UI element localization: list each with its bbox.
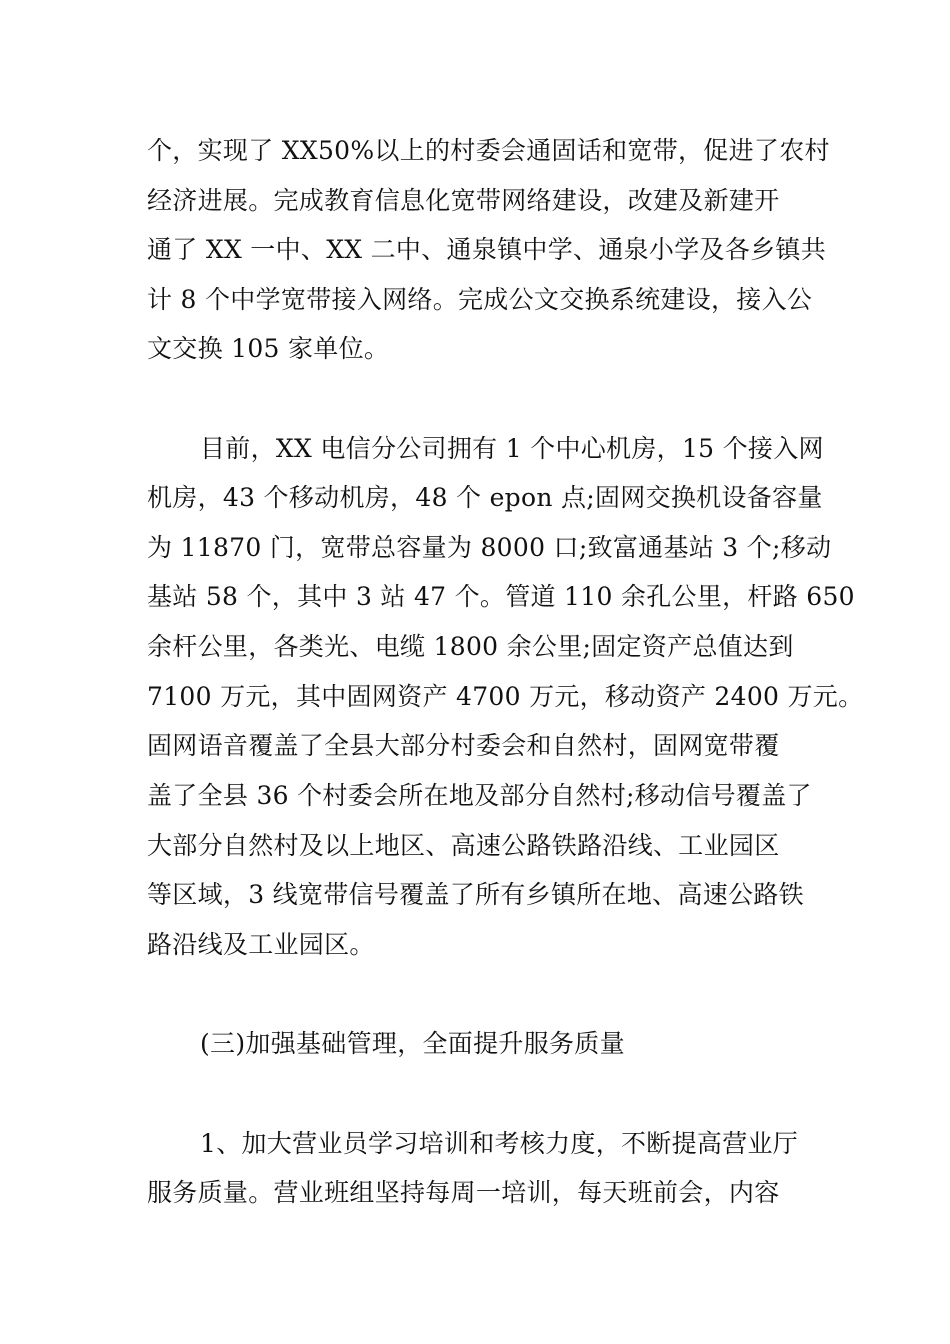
text-line: 路沿线及工业园区。	[147, 930, 375, 959]
text-line: 等区域，3 线宽带信号覆盖了所有乡镇所在地、高速公路铁	[147, 880, 804, 909]
text-line: 服务质量。营业班组坚持每周一培训，每天班前会，内容	[147, 1178, 780, 1207]
text-line: 为 11870 门，宽带总容量为 8000 口;致富通基站 3 个;移动	[147, 533, 832, 562]
text-line: 文交换 105 家单位。	[147, 334, 390, 363]
text-line: 7100 万元，其中固网资产 4700 万元，移动资产 2400 万元。	[147, 682, 864, 711]
text-line: 经济进展。完成教育信息化宽带网络建设，改建及新建开	[147, 186, 780, 215]
text-line: 通了 XX 一中、XX 二中、通泉镇中学、通泉小学及各乡镇共	[147, 235, 827, 264]
text-line: 余杆公里，各类光、电缆 1800 余公里;固定资产总值达到	[147, 632, 794, 661]
text-line: 个，实现了 XX50%以上的村委会通固话和宽带，促进了农村	[147, 136, 830, 165]
text-line: 大部分自然村及以上地区、高速公路铁路沿线、工业园区	[147, 831, 780, 860]
text-line: 基站 58 个，其中 3 站 47 个。管道 110 余孔公里，杆路 650	[147, 582, 855, 611]
text-line: 机房，43 个移动机房，48 个 epon 点;固网交换机设备容量	[147, 483, 823, 512]
text-line: 固网语音覆盖了全县大部分村委会和自然村，固网宽带覆	[147, 731, 780, 760]
text-line: 1、加大营业员学习培训和考核力度，不断提高营业厅	[200, 1129, 799, 1158]
text-line: 盖了全县 36 个村委会所在地及部分自然村;移动信号覆盖了	[147, 781, 812, 810]
text-line: 计 8 个中学宽带接入网络。完成公文交换系统建设，接入公	[147, 285, 813, 314]
text-line: 目前，XX 电信分公司拥有 1 个中心机房，15 个接入网	[200, 434, 824, 463]
section-heading: (三)加强基础管理，全面提升服务质量	[200, 1029, 625, 1058]
